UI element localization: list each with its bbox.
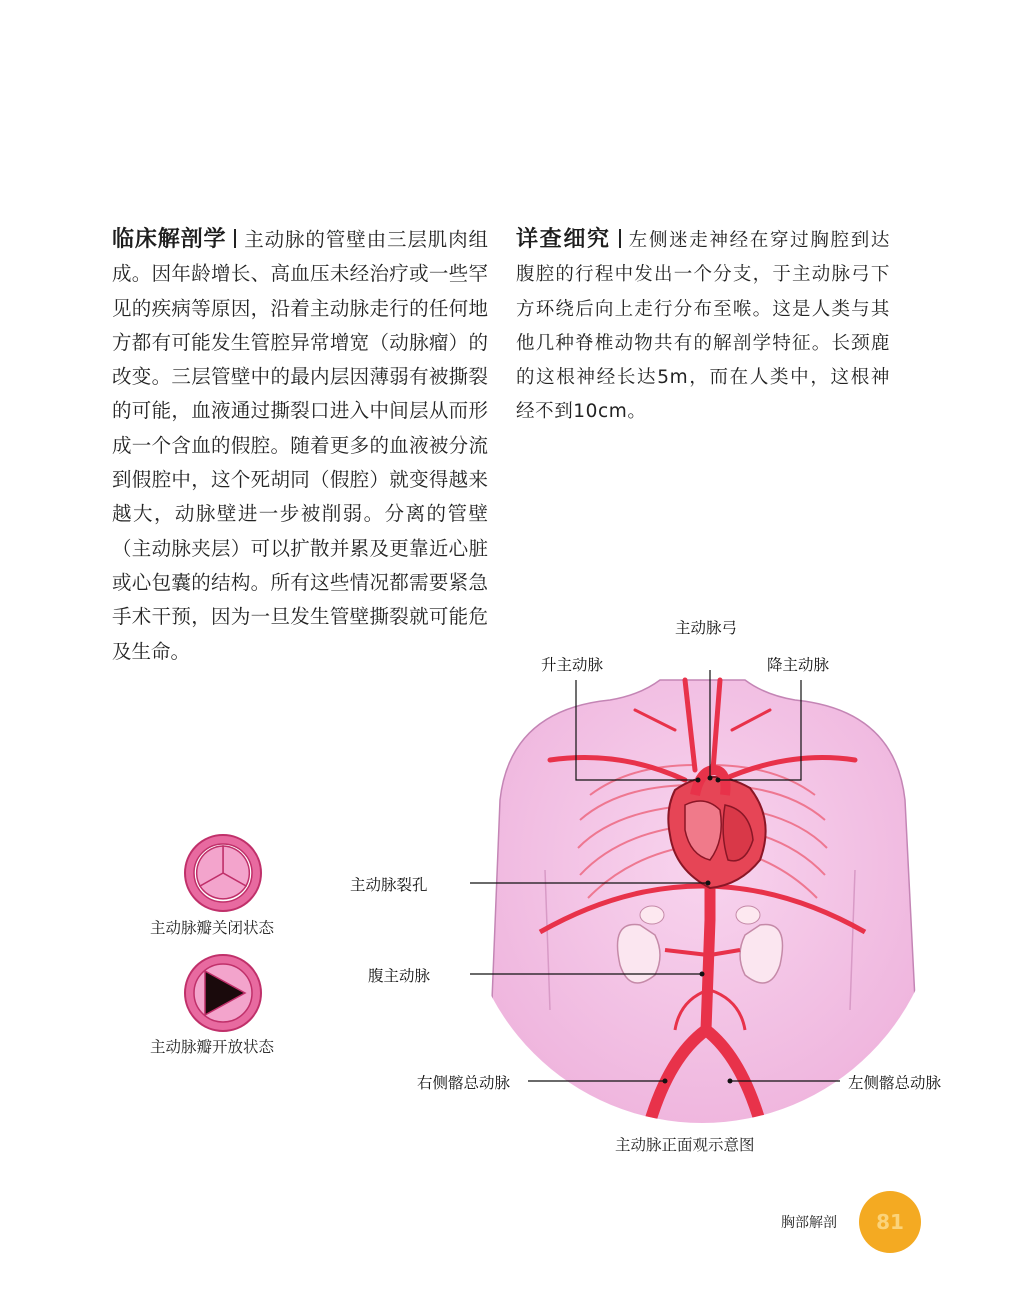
valve-closed-illustration: [183, 833, 263, 913]
label-left-common-iliac: 左侧髂总动脉: [848, 1074, 942, 1092]
diagram-caption: 主动脉正面观示意图: [615, 1136, 755, 1154]
heading-divider: [234, 229, 236, 248]
heading-divider: [619, 229, 621, 248]
torso-illustration: [492, 680, 917, 1135]
page-number-badge: [859, 1191, 921, 1253]
footer-section-name: 胸部解剖: [781, 1215, 837, 1231]
label-ascending-aorta: 升主动脉: [541, 656, 604, 674]
in-focus-section: [516, 222, 890, 430]
clinical-anatomy-section: [112, 222, 488, 669]
valve-open-label: 主动脉瓣开放状态: [150, 1038, 275, 1056]
label-right-common-iliac: 右侧髂总动脉: [417, 1074, 511, 1092]
label-aortic-arch: 主动脉弓: [675, 619, 738, 637]
label-abdominal-aorta: 腹主动脉: [368, 967, 431, 985]
section-body: 左侧迷走神经在穿过胸腔到达腹腔的行程中发出一个分支，于主动脉弓下方环绕后向上走行分布至喉。这是人类与其他几种脊椎动物共有的解剖学特征。长颈鹿的这根神经长达5m，而在人类中，这根神经不到10cm。: [516, 230, 890, 423]
page-number: 81: [876, 1210, 904, 1234]
section-heading: 详查细究: [516, 226, 611, 252]
label-descending-aorta: 降主动脉: [767, 656, 830, 674]
label-aortic-hiatus: 主动脉裂孔: [350, 876, 428, 894]
valve-closed-label: 主动脉瓣关闭状态: [150, 919, 275, 937]
valve-open-illustration: [183, 953, 263, 1033]
section-body: 主动脉的管壁由三层肌肉组成。因年龄增长、高血压未经治疗或一些罕见的疾病等原因，沿着主动脉走行的任何地方都有可能发生管腔异常增宽（动脉瘤）的改变。三层管壁中的最内层因薄弱有被撕裂的可能，血液通过撕裂口进入中间层从而形成一个含血的假腔。随着更多的血液被分流到假腔中，这个死胡同（假腔）就变得越来越大，动脉壁进一步被削弱。分离的管壁（主动脉夹层）可以扩散并累及更靠近心脏或心包囊的结构。所有这些情况都需要紧急手术干预，因为一旦发生管壁撕裂就可能危及生命。: [112, 228, 488, 663]
section-heading: 临床解剖学: [112, 226, 227, 252]
aorta-diagram: [470, 670, 920, 1135]
